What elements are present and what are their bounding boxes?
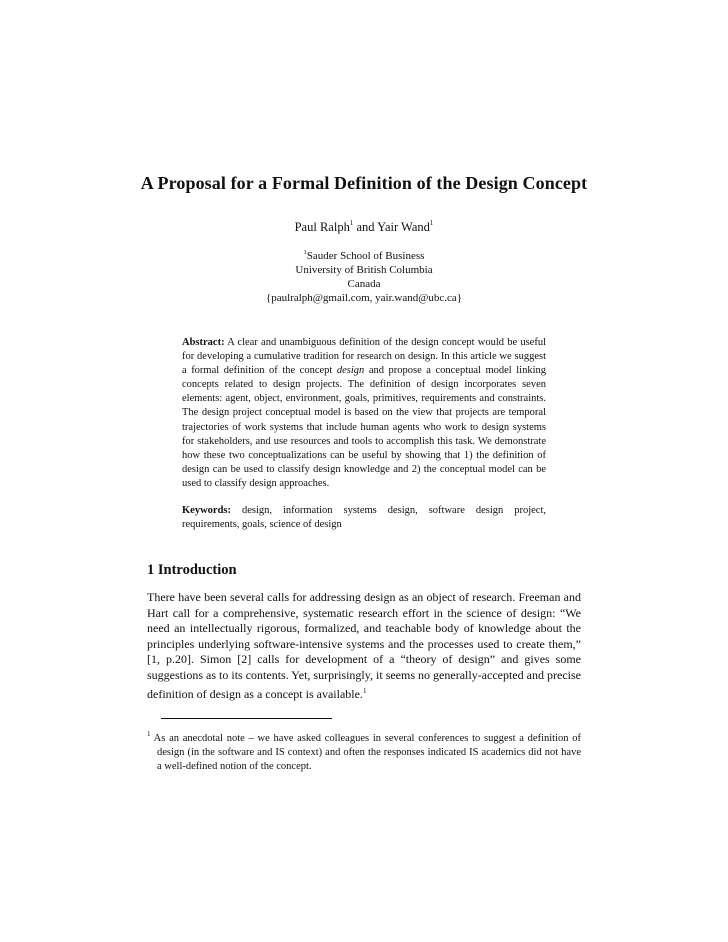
footnote <box>147 727 581 775</box>
affiliation-mark: 1 <box>303 249 307 256</box>
abstract <box>182 336 546 491</box>
paragraph-text: There have been several calls for addressing design as an object of research. Freeman and Hart call for a comprehensive, systematic research effort in the science of design: “We need an intellectually rigorous, formalized, and teachable body of knowledge about the principles underlying software-intensive systems and the processes used to create them,” [1, p.20]. Simon [2] calls for development of a “theory of design” and gives some suggestions as to its contents. Yet, surprisingly, it seems no generally-accepted and precise definition of design as a concept is available. <box>147 590 581 701</box>
abstract-label: Abstract: <box>182 337 225 348</box>
affiliation-university: University of British Columbia <box>295 264 433 276</box>
affiliation-school <box>0 246 728 263</box>
body-paragraph <box>147 590 581 702</box>
footnote-mark: 1 <box>147 730 151 738</box>
section-heading: 1 Introduction <box>147 562 237 578</box>
footnote-text: As an anecdotal note – we have asked colleagues in several conferences to suggest a definition of design (in the software and IS context) and often the responses indicated IS academics did not have a well-defined notion of the concept. <box>150 733 581 773</box>
keywords <box>182 504 546 532</box>
keywords-text: design, information systems design, software design project, requirements, goals, science of design <box>182 505 546 531</box>
affiliation-school-text: Sauder School of Business <box>306 250 425 262</box>
author-name: Paul Ralph <box>294 220 350 234</box>
footnote-reference: 1 <box>362 686 367 695</box>
abstract-text: and propose a conceptual model linking concepts related to design projects. The definition of design incorporates seven elements: agent, object, environment, goals, primitives, requirements and constraints. The design project conceptual model is based on the view that projects are temporal trajectories of work systems that include human agents who work to design systems for stakeholders, and use resources and tools to accomplish this task. We demonstrate how these two conceptualizations can be useful by showing that 1) the definition of design can be used to classify design knowledge and 2) the conceptual model can be used to classify design approaches. <box>182 365 546 489</box>
author-conjunction: and <box>353 220 378 234</box>
author-line <box>0 219 728 235</box>
author-emails: {paulralph@gmail.com, yair.wand@ubc.ca} <box>265 292 463 304</box>
affiliation-block <box>0 246 728 305</box>
keywords-label: Keywords: <box>182 505 231 516</box>
abstract-emphasis: design <box>336 365 365 377</box>
affiliation-country: Canada <box>347 278 381 290</box>
affiliation-mark: 1 <box>349 219 354 227</box>
author-name: Yair Wand <box>377 220 430 234</box>
abstract-text: A clear and unambiguous definition of the design concept would be useful for developing a cumulative tradition for research on design. In this article we suggest a formal definition of the concept <box>182 337 546 377</box>
paper-title: A Proposal for a Formal Definition of the Design Concept <box>140 173 588 193</box>
footnote-body <box>147 727 581 775</box>
affiliation-mark: 1 <box>429 219 434 227</box>
footnote-divider <box>161 718 332 719</box>
